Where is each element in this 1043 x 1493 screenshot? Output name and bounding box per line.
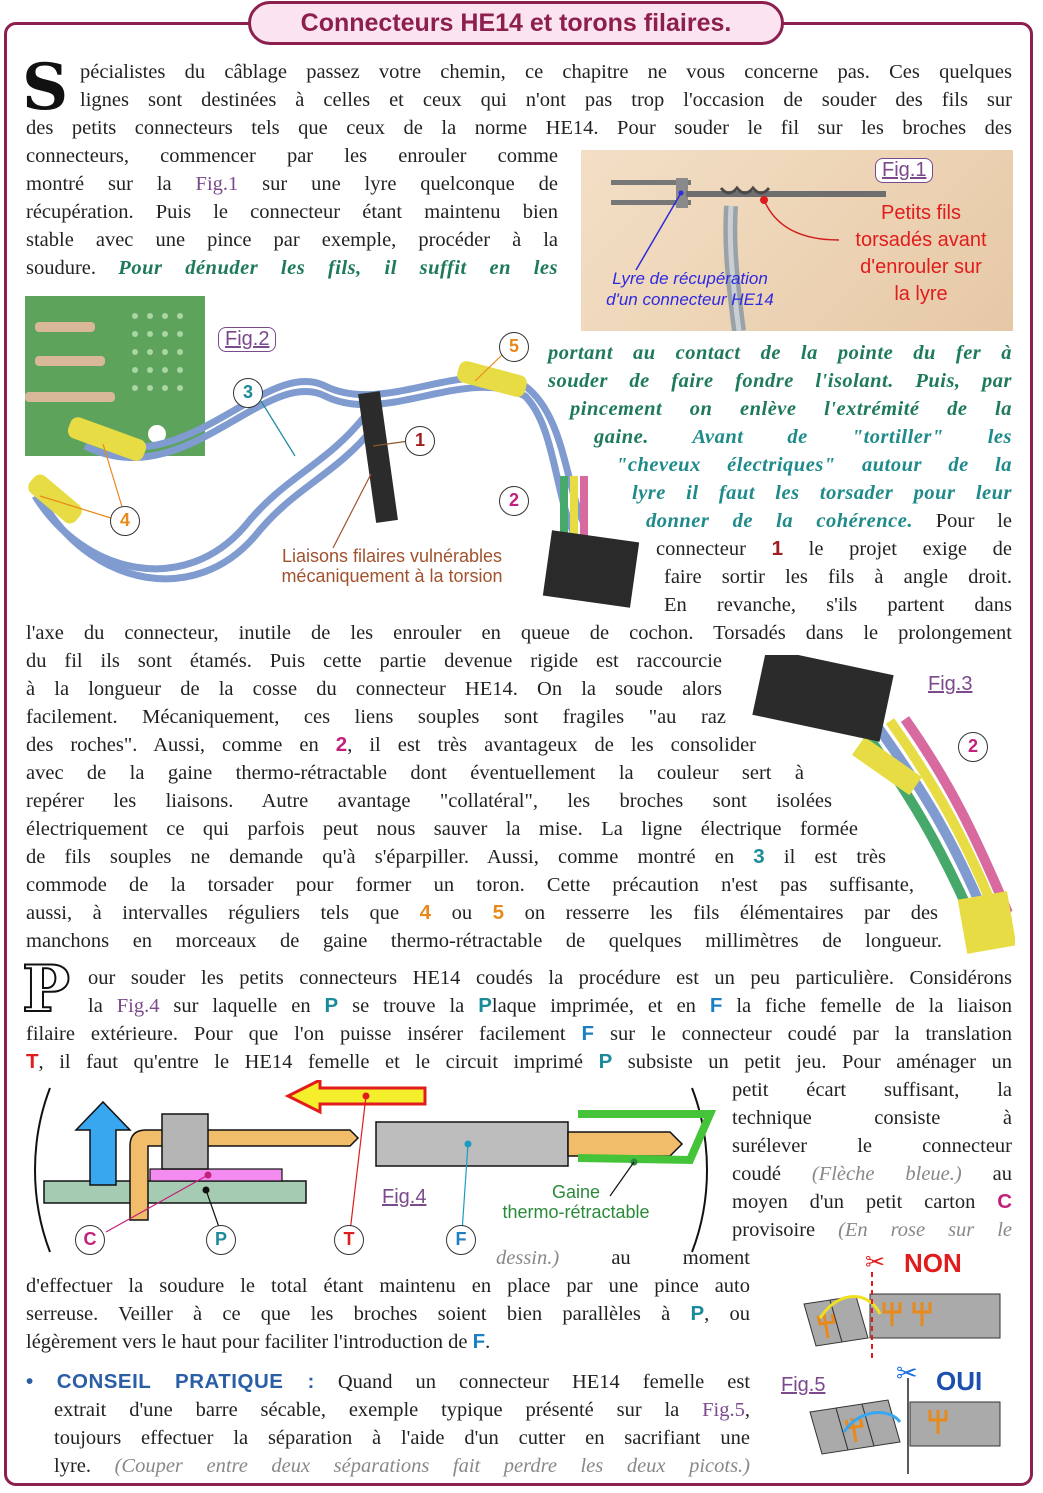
fig4-badge-f: F	[446, 1225, 476, 1255]
text-line: dessin.) au moment	[496, 1247, 750, 1269]
text-line: pécialistes du câblage passez votre chemin, ce chapitre ne vous concerne pas. Ces quelques	[80, 61, 1012, 83]
fig1-ref: Fig.1	[195, 173, 239, 195]
text-line: commode de la torsader pour former un toron. Cette précaution n'est pas suffisante,	[26, 874, 914, 896]
text-line: surélever le connecteur	[732, 1135, 1012, 1157]
text-line: facilement. Mécaniquement, ces liens souples sont fragiles "au raz	[26, 706, 726, 728]
text-line: repérer les liaisons. Autre avantage "collatéral", les broches sont isolées	[26, 790, 832, 812]
text-line: la Fig.4 sur laquelle en P se trouve la Plaque imprimée, et en F la fiche femelle de la liaison	[88, 994, 1013, 1017]
fig2-caption: Liaisons filaires vulnérables mécaniquement à la torsion	[281, 546, 503, 586]
fig2-badge-2: 2	[499, 486, 529, 516]
fig3-drawing	[740, 655, 1015, 960]
text-line: T, il faut qu'entre le HE14 femelle et le circuit imprimé P subsiste un petit jeu. Pour aménager un	[26, 1050, 1012, 1073]
fig3-badge-2: 2	[958, 732, 988, 762]
fig2-badge-1: 1	[405, 426, 435, 456]
text-line: du fil ils sont étamés. Puis cette partie devenue rigide est raccourcie	[26, 650, 722, 672]
fig3-photo	[740, 655, 1015, 960]
dropcap-p: P	[22, 952, 71, 1027]
fig2-badge-3: 3	[233, 378, 263, 408]
text-line: lignes sont destinées à celles et ceux qui n'ont pas trop l'occasion de souder des fils sur	[80, 89, 1012, 111]
text-line: filaire extérieure. Pour que l'on puisse insérer facilement F sur le connecteur coudé par la translation	[26, 1022, 1013, 1045]
text-line: En revanche, s'ils partent dans	[664, 594, 1012, 616]
text-line: connecteur 1 le projet exige de	[656, 537, 1013, 560]
text-line: donner de la cohérence. Pour le	[646, 510, 1013, 532]
text-line: des petits connecteurs tels que ceux de la norme HE14. Pour souder le fil sur les broches des	[26, 117, 1012, 139]
fig5-non: NON	[904, 1248, 962, 1278]
text-line: manchons en morceaux de gaine thermo-rétractable de quelques millimètres de longueur.	[26, 930, 942, 952]
text-line: stable avec une pince par exemple, procéder à la	[26, 229, 558, 251]
fig4-badge-c: C	[75, 1225, 105, 1255]
text-line: montré sur la Fig.1 sur une lyre quelconque de	[26, 173, 559, 195]
fig4-drawing	[30, 1080, 725, 1260]
page-title: Connecteurs HE14 et torons filaires.	[248, 1, 784, 45]
fig5-oui: OUI	[936, 1366, 983, 1396]
scissors-blue-icon: ✂	[896, 1359, 918, 1389]
text-line: électriquement ce qui parfois peut nous sauver la mise. La ligne électrique formée	[26, 818, 858, 840]
fig1-photo	[581, 150, 1013, 331]
text-line: légèrement vers le haut pour faciliter l'introduction de F.	[26, 1330, 491, 1353]
fig2-badge-4: 4	[110, 506, 140, 536]
text-line: gaine. Avant de "tortiller" les	[594, 426, 1013, 448]
text-line: de fils souples ne demande qu'à s'éparpiller. Aussi, comme montré en 3 il est très	[26, 845, 887, 868]
text-line: connecteurs, commencer par les enrouler comme	[26, 145, 558, 167]
text-line: l'axe du connecteur, inutile de les enrouler en queue de cochon. Torsadés dans le prolongement	[26, 622, 1012, 644]
fig1-callout-blue: Lyre de récupération d'un connecteur HE14	[606, 269, 774, 309]
scissors-red-icon: ✂	[865, 1248, 886, 1276]
text-line: souder de faire fondre l'isolant. Puis, par	[548, 370, 1012, 392]
fig1-label: Fig.1	[875, 158, 933, 183]
fig4-badge-t: T	[334, 1225, 364, 1255]
fig2-label: Fig.2	[218, 327, 276, 352]
text-line: extrait d'une barre sécable, exemple typique présenté sur la Fig.5,	[54, 1399, 751, 1421]
fig5-drawing	[780, 1242, 1020, 1478]
text-line: our souder les petits connecteurs HE14 coudés la procédure est un peu particulière. Considérons	[88, 967, 1012, 989]
text-line: technique consiste à	[732, 1107, 1012, 1129]
text-line: à la longueur de la cosse du connecteur HE14. On la soude alors	[26, 678, 722, 700]
text-line: toujours effectuer la séparation à l'aide d'un cutter en sacrifiant une	[54, 1427, 750, 1449]
fig3-label: Fig.3	[928, 673, 973, 695]
fig4-badge-p: P	[206, 1225, 236, 1255]
dropcap-s: S	[22, 50, 69, 125]
text-line: lyre. (Couper entre deux séparations fait perdre les deux picots.)	[54, 1455, 751, 1477]
text-line: provisoire (En rose sur le	[732, 1219, 1012, 1241]
text-line: serreuse. Veiller à ce que les broches soient bien parallèles à P, ou	[26, 1302, 750, 1325]
text-line: moyen d'un petit carton C	[732, 1190, 1012, 1213]
text-line: pincement on enlève l'extrémité de la	[570, 398, 1012, 420]
text-line: récupération. Puis le connecteur étant maintenu bien	[26, 201, 558, 223]
conseil-label: CONSEIL PRATIQUE :	[56, 1370, 315, 1393]
fig2-badge-5: 5	[499, 332, 529, 362]
text-line: lyre il faut les torsader pour leur	[632, 482, 1012, 504]
text-line: d'effectuer la soudure le total étant maintenu en place par une pince auto	[26, 1275, 750, 1297]
text-line: des roches". Aussi, comme en 2, il est très avantageux de les consolider	[26, 733, 757, 756]
text-line: coudé (Flèche bleue.) au	[732, 1163, 1013, 1185]
text-line: faire sortir les fils à angle droit.	[664, 566, 1012, 588]
fig4-caption: Gaine thermo-rétractable	[502, 1182, 650, 1222]
text-line: petit écart suffisant, la	[732, 1079, 1012, 1101]
text-line: avec de la gaine thermo-rétractable dont éventuellement la couleur sert à	[26, 762, 804, 784]
text-line: aussi, à intervalles réguliers tels que 4 ou 5 on resserre les fils élémentaires par des	[26, 901, 939, 924]
conseil-line: • CONSEIL PRATIQUE : Quand un connecteur HE14 femelle est	[26, 1370, 751, 1393]
text-line: portant au contact de la pointe du fer à	[548, 342, 1012, 364]
fig4-label: Fig.4	[382, 1186, 427, 1208]
text-line: soudure. Pour dénuder les fils, il suffit en les	[26, 257, 558, 279]
text-line: "cheveux électriques" autour de la	[616, 454, 1012, 476]
fig1-callout-red: Petits fils torsadés avant d'enrouler sur la lyre	[855, 202, 987, 305]
fig5-label: Fig.5	[781, 1374, 826, 1396]
